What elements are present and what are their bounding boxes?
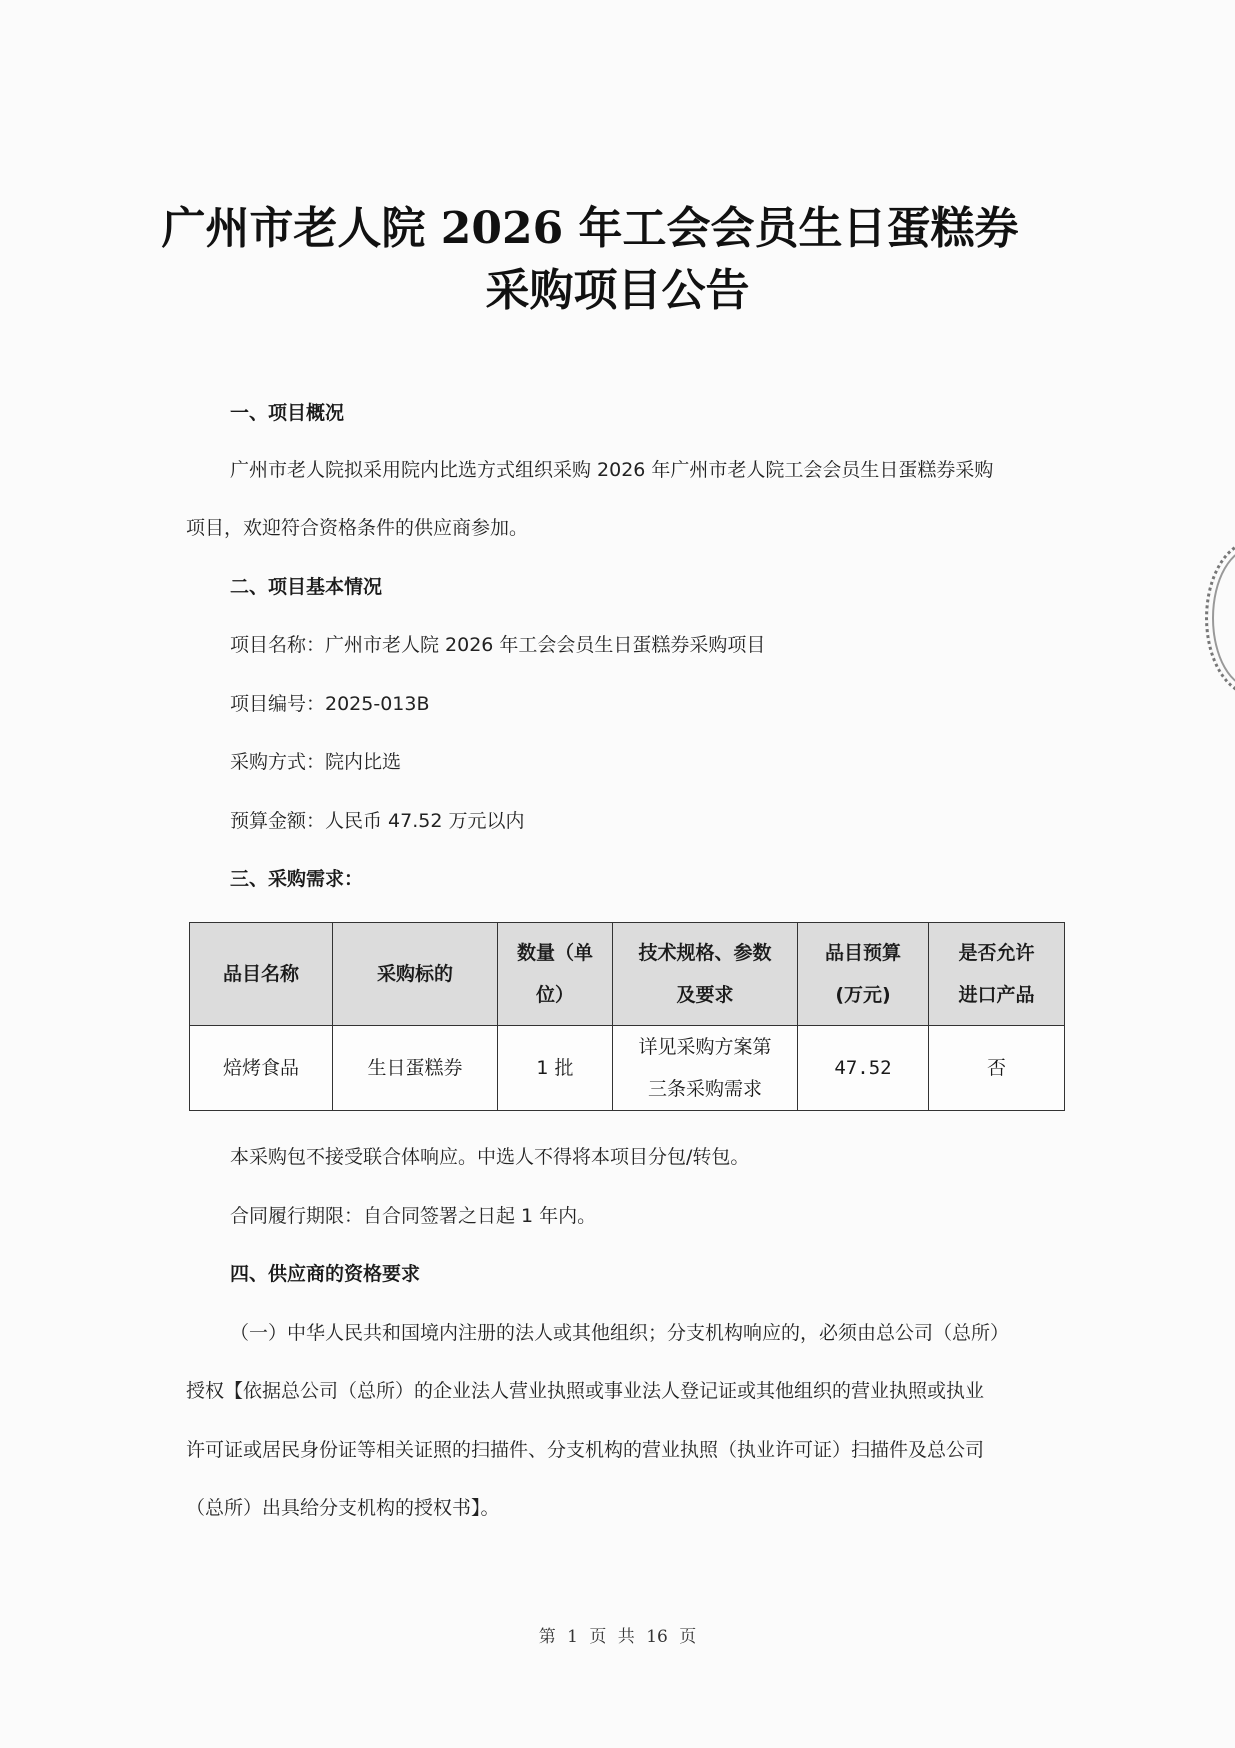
header-spec: 技术规格、参数 及要求 (613, 923, 798, 1026)
cell-budget: 47.52 (798, 1026, 929, 1111)
header-subject: 采购标的 (333, 923, 498, 1026)
budget-amount-field: 预算金额：人民币 47.52 万元以内 (230, 810, 525, 832)
document-title-line1: 广州市老人院 2026 年工会会员生日蛋糕券 (161, 203, 1019, 254)
table-header-row (190, 923, 1065, 1026)
header-item-name: 品目名称 (190, 923, 333, 1026)
contract-period-note: 合同履行期限：自合同签署之日起 1 年内。 (230, 1205, 597, 1227)
qualification-paragraph-line1: （一）中华人民共和国境内注册的法人或其他组织；分支机构响应的，必须由总公司（总所） (230, 1322, 1010, 1344)
cell-import-allowed: 否 (929, 1026, 1065, 1111)
table-row (190, 1026, 1065, 1111)
requirements-table (189, 922, 1065, 1111)
section-heading-qualifications: 四、供应商的资格要求 (230, 1263, 421, 1285)
header-import-allowed: 是否允许 进口产品 (929, 923, 1065, 1026)
seal-stamp-icon (1205, 540, 1235, 696)
section-heading-basic-info: 二、项目基本情况 (230, 576, 383, 598)
cell-quantity: 1 批 (498, 1026, 613, 1111)
procurement-method-field: 采购方式：院内比选 (230, 751, 402, 773)
section-heading-overview: 一、项目概况 (230, 402, 345, 424)
cell-item-name: 焙烤食品 (190, 1026, 333, 1111)
overview-paragraph-line2: 项目，欢迎符合资格条件的供应商参加。 (186, 517, 529, 539)
project-number-field: 项目编号：2025-013B (230, 693, 430, 715)
cell-spec: 详见采购方案第 三条采购需求 (613, 1026, 798, 1111)
project-name-field: 项目名称：广州市老人院 2026 年工会会员生日蛋糕券采购项目 (230, 634, 766, 656)
page-number-footer: 第 1 页 共 16 页 (538, 1627, 697, 1647)
header-budget: 品目预算 (万元) (798, 923, 929, 1026)
overview-paragraph-line1: 广州市老人院拟采用院内比选方式组织采购 2026 年广州市老人院工会会员生日蛋糕券采购 (230, 459, 994, 481)
section-heading-requirements: 三、采购需求： (230, 868, 364, 890)
qualification-paragraph-line4: （总所）出具给分支机构的授权书】。 (186, 1497, 500, 1519)
qualification-paragraph-line2: 授权【依据总公司（总所）的企业法人营业执照或事业法人登记证或其他组织的营业执照或执业 (186, 1380, 985, 1402)
header-quantity: 数量（单 位） (498, 923, 613, 1026)
qualification-paragraph-line3: 许可证或居民身份证等相关证照的扫描件、分支机构的营业执照（执业许可证）扫描件及总公司 (186, 1439, 985, 1461)
consortium-note: 本采购包不接受联合体响应。中选人不得将本项目分包/转包。 (230, 1146, 750, 1168)
document-title-line2: 采购项目公告 (485, 265, 750, 316)
cell-subject: 生日蛋糕券 (333, 1026, 498, 1111)
